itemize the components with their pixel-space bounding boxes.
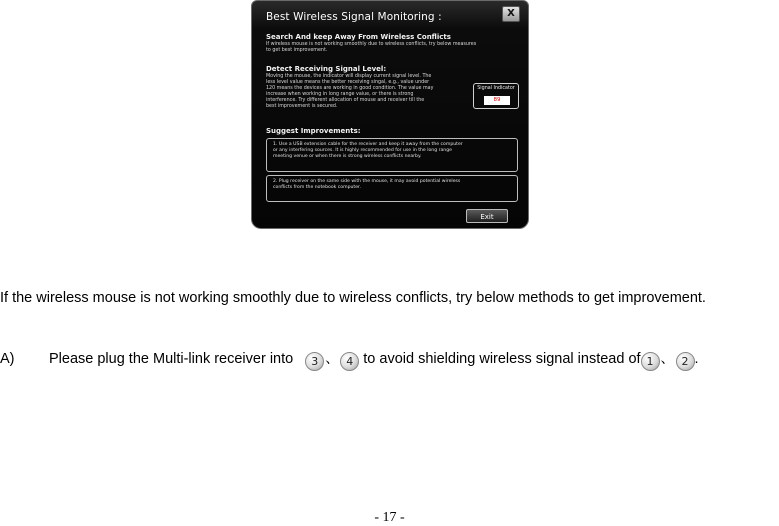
- exit-button[interactable]: Exit: [466, 209, 508, 223]
- separator: 、: [660, 350, 675, 366]
- close-icon[interactable]: X: [502, 6, 520, 22]
- intro-paragraph: If the wireless mouse is not working smoothly due to wireless conflicts, try below methods to get improvement.: [0, 290, 706, 306]
- port-4-icon: 4: [340, 352, 359, 371]
- port-1-icon: 1: [641, 352, 660, 371]
- instruction-end: .: [694, 351, 699, 367]
- item-marker: A): [0, 351, 15, 367]
- instruction-text-middle: to avoid shielding wireless signal instead of: [363, 351, 641, 367]
- instruction-text-start: Please plug the Multi-link receiver into: [49, 351, 294, 367]
- port-2-icon: 2: [676, 352, 695, 371]
- section-improvements-heading: Suggest Improvements:: [266, 127, 361, 135]
- signal-indicator-value: 89: [484, 96, 510, 105]
- tip-box-2: 2. Plug receiver on the same side with the mouse, it may avoid potential wireless conflicts from the notebook computer.: [266, 175, 518, 202]
- tip-box-1: 1. Use a USB extension cable for the receiver and keep it away from the computer or any interfering sources. It is highly recommended for use in the long range meeting venue or when there is strong wireless conflicts nearby.: [266, 138, 518, 172]
- section-signal-heading: Detect Receiving Signal Level:: [266, 65, 387, 73]
- signal-indicator: [473, 83, 519, 109]
- section-conflicts-heading: Search And keep Away From Wireless Conflicts: [266, 33, 451, 41]
- page-number: - 17 -: [374, 510, 405, 525]
- instruction-item-a: [0, 346, 779, 371]
- signal-indicator-label: Signal Indicator: [477, 86, 515, 91]
- dialog-title: Best Wireless Signal Monitoring :: [266, 11, 442, 23]
- port-3-icon: 3: [305, 352, 324, 371]
- section-conflicts-text: If wireless mouse is not working smoothly due to wireless conflicts, try below measures to get best improvement.: [266, 42, 477, 53]
- section-signal-text: Moving the mouse, the indicator will display current signal level. The less level value means the better receiving singal, e.g., value under 120 means the devices are working in good condition. The value may increase when working in long range vaiue, or there is strong interference. Try different allocation of mouse and receiver till the best improvement is secured.: [266, 74, 434, 109]
- signal-monitoring-dialog: [251, 0, 529, 229]
- separator: 、: [325, 350, 340, 366]
